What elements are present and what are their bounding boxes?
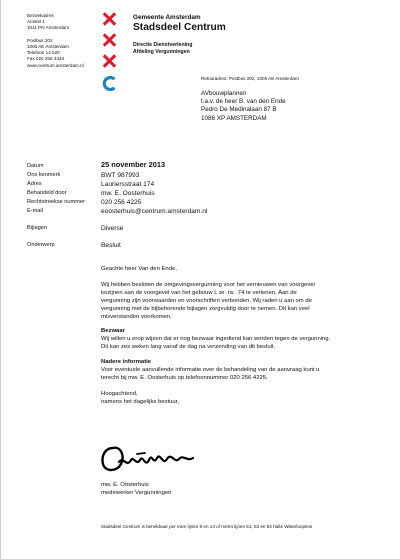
meta-row-date	[27, 160, 166, 170]
recipient-line: AVbouwplannen	[201, 90, 247, 97]
footer-note: Stadsdeel Centrum is bereikbaar per tram lijnen 9 en 14 of metro lijnen 51, 53 en 54 halte Waterlooplein	[101, 524, 313, 529]
sender-line: Fax 020 256 4433	[27, 56, 65, 62]
closing	[101, 391, 393, 407]
paragraph-decision	[101, 282, 393, 322]
amsterdam-logo	[101, 12, 119, 92]
meta-value: Lauriersstraat 174	[101, 181, 155, 188]
meta-label: E-mail	[27, 208, 43, 214]
meta-label: Behandeld door	[27, 190, 67, 196]
email-link[interactable]: eoosterhuis@centrum.amsterdam.nl	[101, 208, 208, 215]
meta-row	[27, 199, 142, 206]
meta-value: Besluit	[101, 242, 121, 249]
meta-row-subject	[27, 242, 121, 249]
x-cross-icon	[102, 54, 116, 68]
recipient-line: Pedro De Medinalaan 87 B	[201, 106, 277, 114]
meta-label: Adres	[27, 181, 42, 187]
paragraph-line: Wij hebben besloten de omgevingsvergunning voor het vernieuwen van voorgevel	[101, 281, 315, 288]
recipient-line: 1086 XP AMSTERDAM	[201, 114, 267, 122]
sender-line: Bezoekadres	[27, 13, 54, 18]
sender-line: 1000 AE Amsterdam	[27, 44, 69, 49]
x-cross-icon	[102, 33, 116, 47]
district-c-icon	[102, 76, 117, 91]
municipality-name: Gemeente Amsterdam	[133, 14, 201, 21]
meta-row	[27, 190, 155, 197]
meta-value: mw. E. Oosterhuis	[101, 190, 155, 197]
signer-title: medewerker Vergunningen	[101, 489, 172, 496]
paragraph-line: Voor eventuele aanvullende informatie over de behandeling van de aanvraag kunt u	[101, 367, 320, 374]
district-name: Stadsdeel Centrum	[133, 22, 226, 33]
meta-value: 020 256 4225	[101, 199, 142, 206]
section-heading: Nadere informatie	[101, 359, 152, 366]
closing-line: Hoogachtend,	[101, 390, 138, 397]
paragraph-line: vergunning met de bijbehorende bijlagen zorgvuldig door te nemen. Dit kan veel	[101, 305, 310, 312]
meta-label: Bijlagen	[27, 225, 47, 231]
meta-row-attachments	[27, 225, 124, 232]
meta-value: BWT 987993	[101, 172, 140, 179]
handwritten-signature	[97, 440, 207, 476]
section-heading: Bezwaar	[101, 328, 125, 335]
meta-label: Datum	[27, 163, 44, 169]
paragraph-line: vergunning zijn voorwaarden en voorschriften verbonden. Wij raden u aan om de	[101, 297, 312, 304]
meta-row	[27, 181, 155, 188]
paragraph-line: terecht bij mw. E. Oosterhuis op telefoonnummer 020 256 4225.	[101, 374, 268, 381]
return-address: Retouradres: Postbus 202, 1000 AE Amsterdam	[201, 76, 299, 81]
sender-website-link[interactable]: www.centrum.amsterdam.nl	[27, 62, 84, 68]
x-cross-icon	[102, 12, 116, 26]
meta-value: Diverse	[101, 225, 124, 232]
paragraph-line: kozijnen aan de voorgevel van het gebouw L ɪe .ra: .74 te verlenen. Aan de	[101, 289, 297, 296]
signer-name: mw. E. Oosterhuis	[101, 482, 149, 488]
sender-line: 1011 PN Amsterdam	[27, 25, 70, 31]
section-info	[101, 359, 393, 383]
sender-address	[27, 13, 84, 69]
meta-label: Onderwerp	[27, 242, 55, 248]
meta-row	[27, 208, 208, 215]
section-objection	[101, 328, 393, 352]
sender-line: Amstel 1	[27, 19, 45, 25]
directorate-name: Directie Dienstverlening	[133, 42, 193, 48]
paragraph-line: Dit kan zes weken lang vanaf de dag na verzending van dit besluit.	[101, 344, 276, 351]
letter-body	[101, 266, 393, 407]
meta-value-date: 25 november 2013	[101, 160, 166, 169]
sender-line: Postbus 202	[27, 37, 53, 43]
salutation: Geachte heer Van den Ende,	[101, 266, 177, 272]
meta-label: Ons kenmerk	[27, 172, 61, 178]
closing-line: namens het dagelijks bestuur,	[101, 398, 179, 405]
sender-line: Telefoon 14 020	[27, 50, 60, 56]
paragraph-line: misverstanden voorkomen.	[101, 313, 172, 320]
meta-row	[27, 172, 140, 179]
department-name: Afdeling Vergunningen	[133, 49, 190, 55]
brand-block	[133, 14, 226, 56]
recipient-address	[201, 90, 286, 123]
paragraph-line: Wij willen u erop wijzen dat er nog bezwaar ingediend kan worden tegen de vergunning.	[101, 336, 331, 343]
recipient-line: t.a.v. de heer B. van den Ende	[201, 98, 286, 106]
signer-block	[101, 482, 171, 498]
meta-label: Rechtstreekse nummer	[27, 199, 85, 205]
